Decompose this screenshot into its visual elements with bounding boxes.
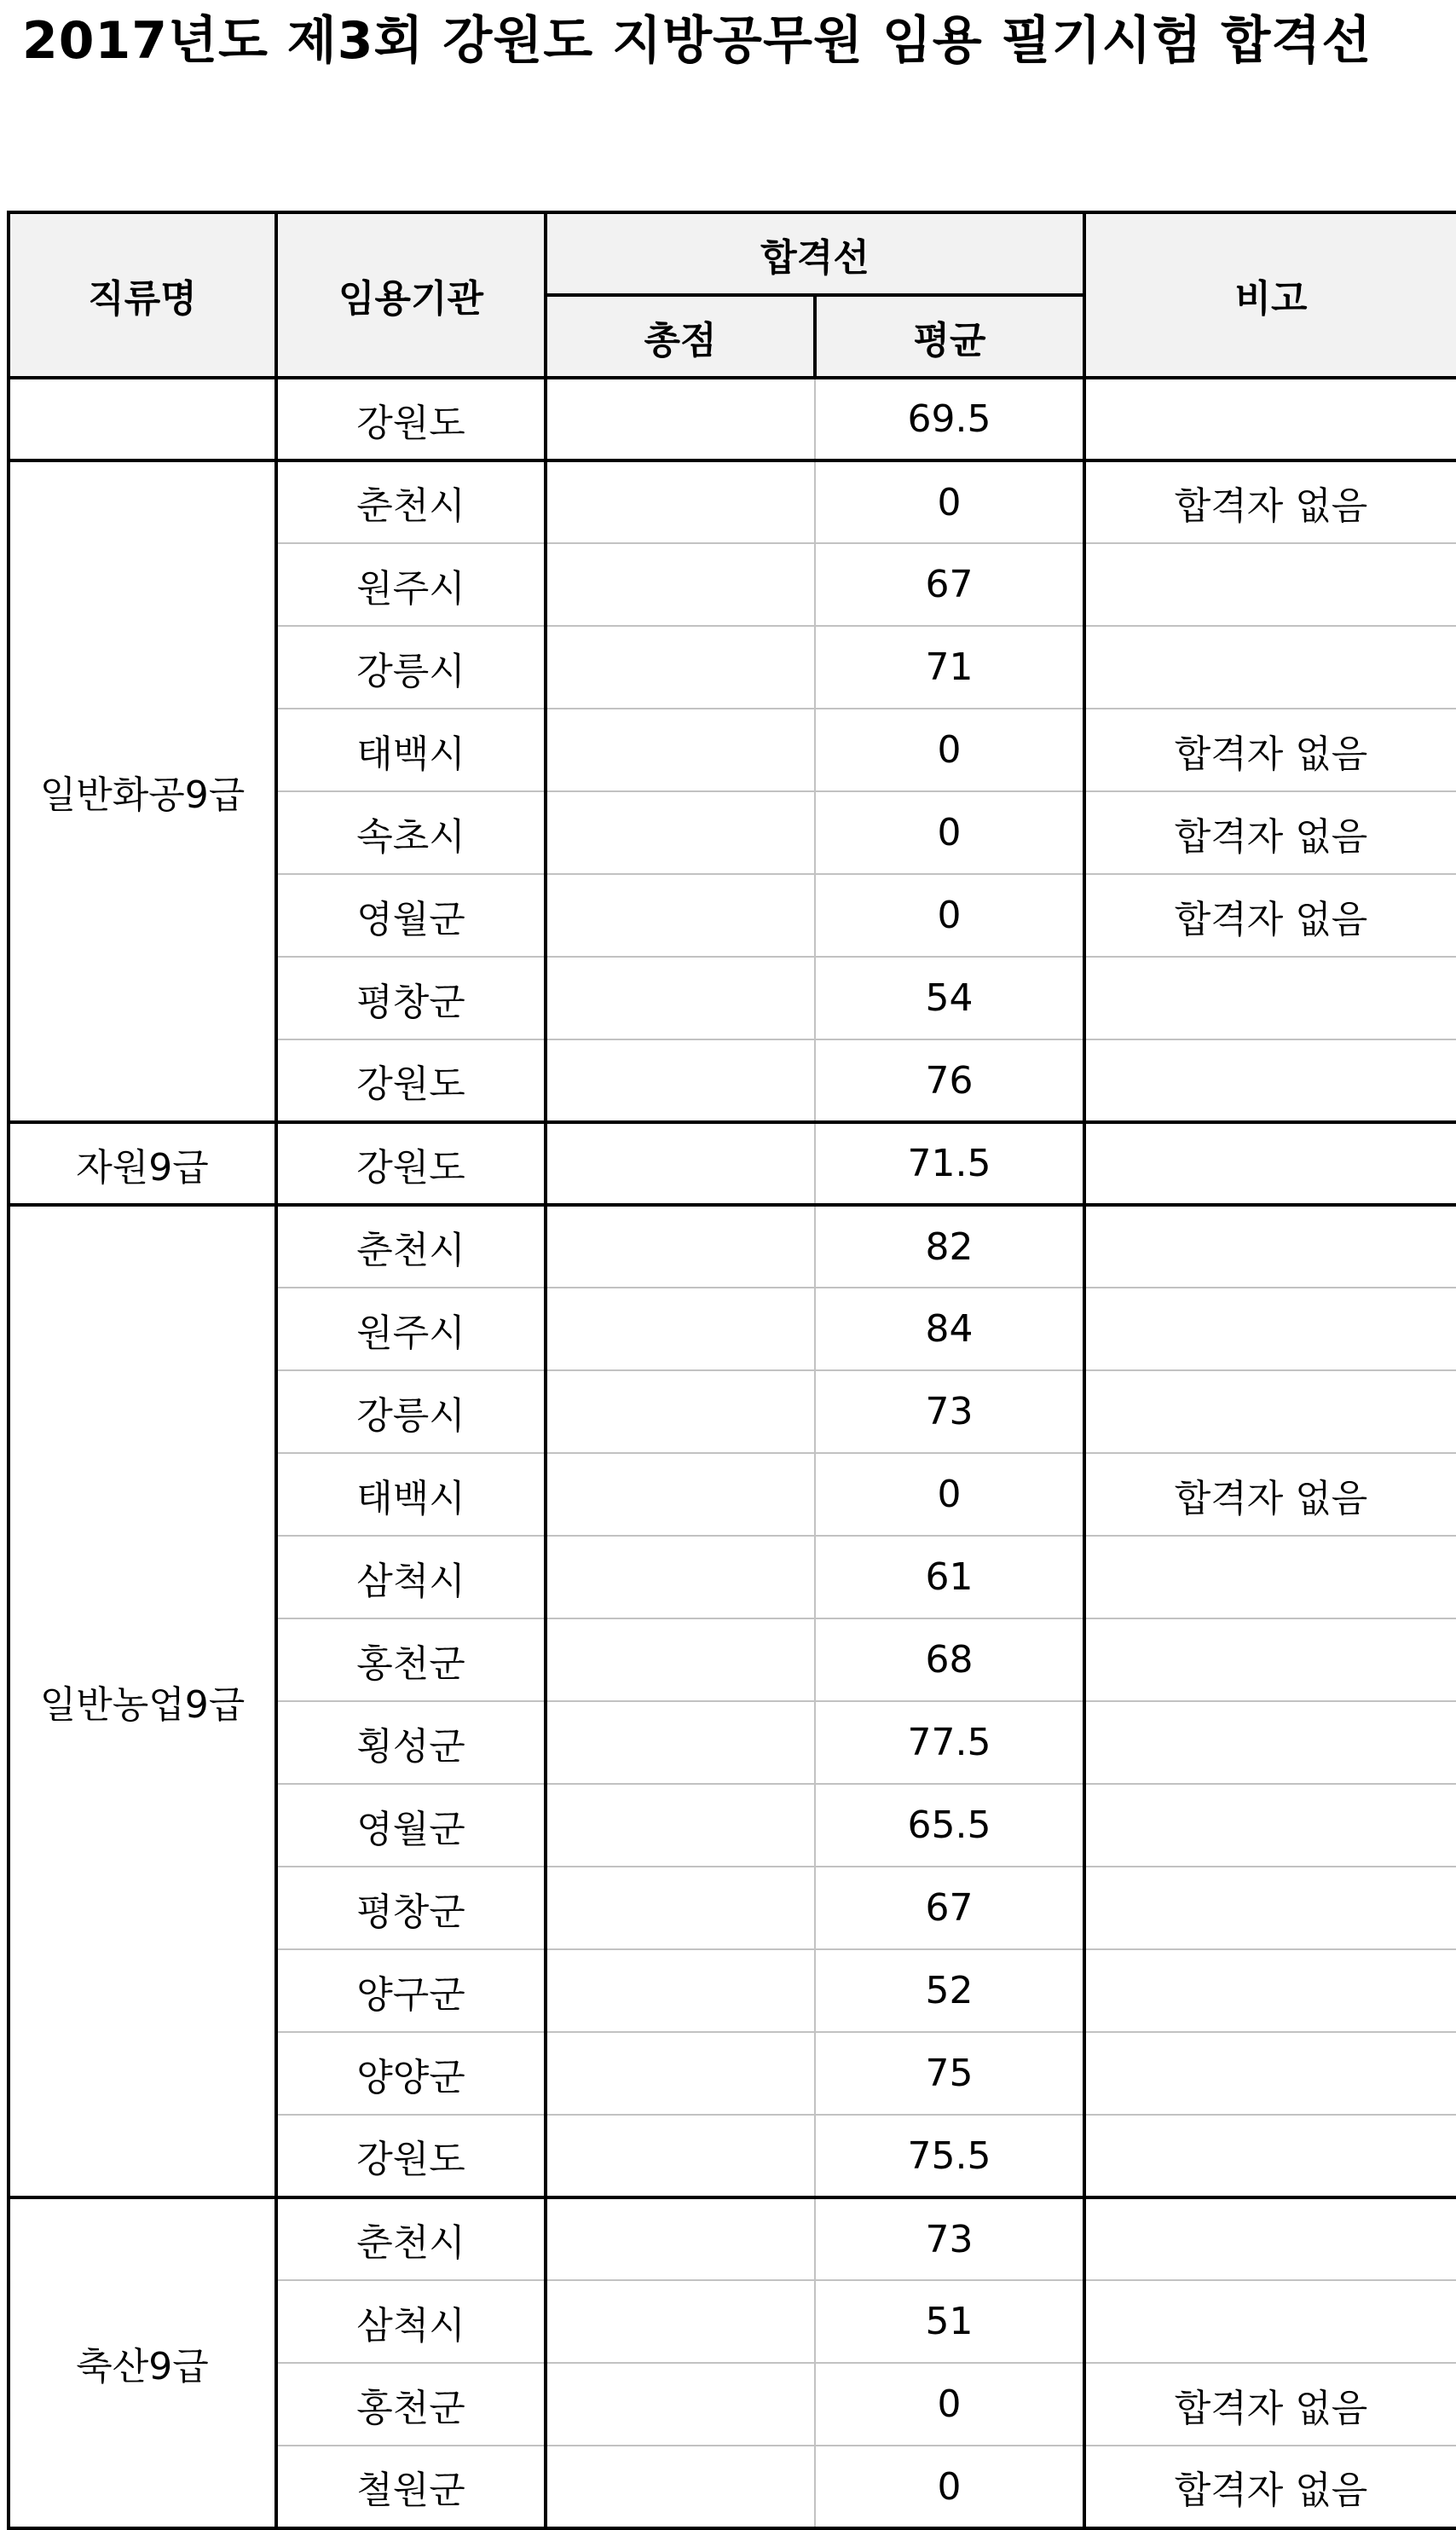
table-row	[9, 378, 1456, 460]
note-cell	[1084, 378, 1456, 460]
agency-cell: 태백시	[276, 709, 546, 791]
job-category-cell: 축산9급	[9, 2197, 276, 2528]
average-score-cell: 67	[815, 1867, 1084, 1949]
average-score-cell: 73	[815, 2197, 1084, 2280]
note-cell	[1084, 1784, 1456, 1867]
agency-cell: 평창군	[276, 1867, 546, 1949]
note-cell	[1084, 2032, 1456, 2115]
note-cell	[1084, 1205, 1456, 1288]
total-score-cell	[546, 626, 815, 709]
total-score-cell	[546, 378, 815, 460]
agency-cell: 춘천시	[276, 460, 546, 543]
average-score-cell: 75	[815, 2032, 1084, 2115]
average-score-cell: 69.5	[815, 378, 1084, 460]
note-cell	[1084, 1122, 1456, 1205]
agency-cell: 영월군	[276, 874, 546, 957]
total-score-cell	[546, 2280, 815, 2363]
page-title: 2017년도 제3회 강원도 지방공무원 임용 필기시험 합격선	[22, 11, 1372, 71]
average-score-cell: 67	[815, 543, 1084, 626]
agency-cell: 태백시	[276, 1453, 546, 1536]
average-score-cell: 65.5	[815, 1784, 1084, 1867]
total-score-cell	[546, 543, 815, 626]
total-score-cell	[546, 2363, 815, 2446]
average-score-cell: 82	[815, 1205, 1084, 1288]
note-cell: 합격자 없음	[1084, 2446, 1456, 2528]
average-score-cell: 0	[815, 1453, 1084, 1536]
job-category-cell	[9, 378, 276, 460]
agency-cell: 양양군	[276, 2032, 546, 2115]
header-average: 평균	[815, 295, 1084, 378]
average-score-cell: 54	[815, 957, 1084, 1039]
average-score-cell: 0	[815, 460, 1084, 543]
note-cell	[1084, 543, 1456, 626]
average-score-cell: 68	[815, 1618, 1084, 1701]
table-row	[9, 1122, 1456, 1205]
total-score-cell	[546, 1122, 815, 1205]
average-score-cell: 52	[815, 1949, 1084, 2032]
note-cell	[1084, 1701, 1456, 1784]
header-note: 비고	[1084, 212, 1456, 378]
agency-cell: 홍천군	[276, 2363, 546, 2446]
agency-cell: 강원도	[276, 1039, 546, 1122]
note-cell: 합격자 없음	[1084, 1453, 1456, 1536]
average-score-cell: 0	[815, 2363, 1084, 2446]
note-cell	[1084, 1867, 1456, 1949]
total-score-cell	[546, 957, 815, 1039]
table-row	[9, 1205, 1456, 1288]
agency-cell: 속초시	[276, 791, 546, 874]
note-cell: 합격자 없음	[1084, 2363, 1456, 2446]
average-score-cell: 71	[815, 626, 1084, 709]
agency-cell: 춘천시	[276, 2197, 546, 2280]
agency-cell: 철원군	[276, 2446, 546, 2528]
total-score-cell	[546, 1784, 815, 1867]
table-header	[9, 212, 1456, 378]
note-cell	[1084, 2115, 1456, 2197]
agency-cell: 강원도	[276, 1122, 546, 1205]
total-score-cell	[546, 874, 815, 957]
average-score-cell: 76	[815, 1039, 1084, 1122]
average-score-cell: 77.5	[815, 1701, 1084, 1784]
note-cell	[1084, 626, 1456, 709]
agency-cell: 삼척시	[276, 2280, 546, 2363]
agency-cell: 춘천시	[276, 1205, 546, 1288]
table-row	[9, 460, 1456, 543]
agency-cell: 강원도	[276, 378, 546, 460]
agency-cell: 강원도	[276, 2115, 546, 2197]
total-score-cell	[546, 1701, 815, 1784]
total-score-cell	[546, 2032, 815, 2115]
total-score-cell	[546, 2446, 815, 2528]
agency-cell: 삼척시	[276, 1536, 546, 1618]
note-cell	[1084, 1370, 1456, 1453]
average-score-cell: 0	[815, 709, 1084, 791]
average-score-cell: 51	[815, 2280, 1084, 2363]
average-score-cell: 0	[815, 874, 1084, 957]
job-category-cell: 일반화공9급	[9, 460, 276, 1122]
average-score-cell: 73	[815, 1370, 1084, 1453]
total-score-cell	[546, 1288, 815, 1370]
total-score-cell	[546, 1949, 815, 2032]
header-cutoff: 합격선	[546, 212, 1084, 295]
average-score-cell: 84	[815, 1288, 1084, 1370]
total-score-cell	[546, 1618, 815, 1701]
total-score-cell	[546, 1039, 815, 1122]
note-cell	[1084, 1039, 1456, 1122]
total-score-cell	[546, 1370, 815, 1453]
agency-cell: 홍천군	[276, 1618, 546, 1701]
note-cell	[1084, 957, 1456, 1039]
header-total: 총점	[546, 295, 815, 378]
average-score-cell: 71.5	[815, 1122, 1084, 1205]
total-score-cell	[546, 791, 815, 874]
table-row	[9, 2197, 1456, 2280]
header-agency: 임용기관	[276, 212, 546, 378]
total-score-cell	[546, 2197, 815, 2280]
note-cell	[1084, 1618, 1456, 1701]
total-score-cell	[546, 709, 815, 791]
note-cell: 합격자 없음	[1084, 709, 1456, 791]
job-category-cell: 자원9급	[9, 1122, 276, 1205]
total-score-cell	[546, 1536, 815, 1618]
job-category-cell: 일반농업9급	[9, 1205, 276, 2197]
agency-cell: 원주시	[276, 543, 546, 626]
agency-cell: 강릉시	[276, 1370, 546, 1453]
average-score-cell: 0	[815, 2446, 1084, 2528]
agency-cell: 횡성군	[276, 1701, 546, 1784]
total-score-cell	[546, 460, 815, 543]
table-body	[9, 378, 1456, 2528]
note-cell	[1084, 2197, 1456, 2280]
total-score-cell	[546, 1205, 815, 1288]
agency-cell: 영월군	[276, 1784, 546, 1867]
agency-cell: 원주시	[276, 1288, 546, 1370]
total-score-cell	[546, 2115, 815, 2197]
note-cell	[1084, 1536, 1456, 1618]
average-score-cell: 75.5	[815, 2115, 1084, 2197]
total-score-cell	[546, 1453, 815, 1536]
note-cell: 합격자 없음	[1084, 460, 1456, 543]
total-score-cell	[546, 1867, 815, 1949]
average-score-cell: 0	[815, 791, 1084, 874]
note-cell: 합격자 없음	[1084, 791, 1456, 874]
average-score-cell: 61	[815, 1536, 1084, 1618]
cutoff-table	[7, 211, 1456, 2530]
agency-cell: 양구군	[276, 1949, 546, 2032]
note-cell: 합격자 없음	[1084, 874, 1456, 957]
header-job: 직류명	[9, 212, 276, 378]
note-cell	[1084, 1949, 1456, 2032]
agency-cell: 평창군	[276, 957, 546, 1039]
note-cell	[1084, 2280, 1456, 2363]
agency-cell: 강릉시	[276, 626, 546, 709]
note-cell	[1084, 1288, 1456, 1370]
